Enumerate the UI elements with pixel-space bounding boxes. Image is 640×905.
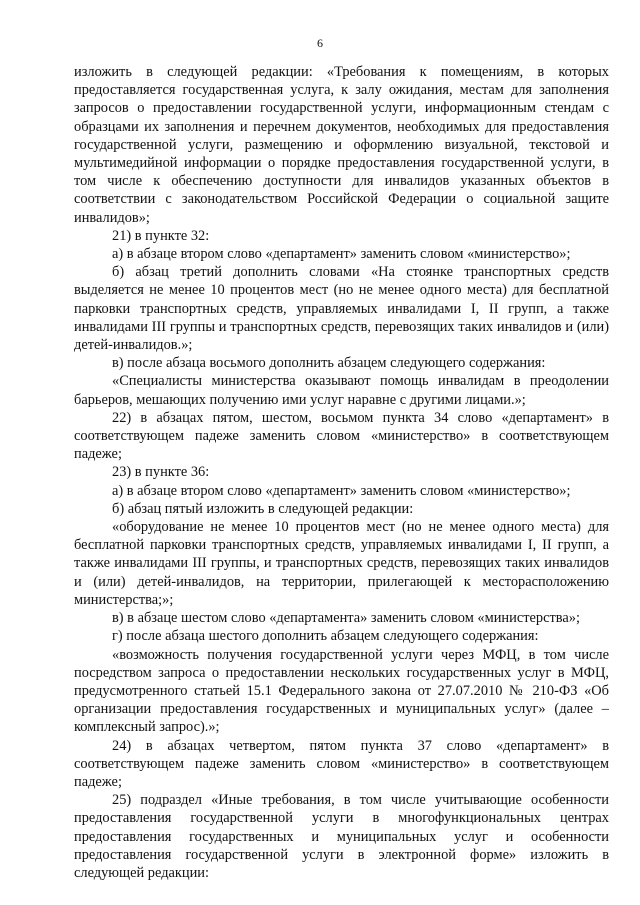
paragraph-item-24: 24) в абзацах четвертом, пятом пункта 37 слово «департамент» в соответствующем падеже заменить словом «министерство» в соответствующем падеже; — [74, 737, 609, 790]
paragraph-item-23b: б) абзац пятый изложить в следующей редакции: — [112, 500, 414, 517]
paragraph-quote-specialists: «Специалисты министерства оказывают помощь инвалидам в преодолении барьеров, мешающих получению ими услуг наравне с другими лицами.»; — [74, 373, 609, 408]
paragraph-item-25: 25) подраздел «Иные требования, в том числе учитывающие особенности предоставления государственной услуги в многофункциональных центрах предоставления государственных и муниципальных услуг и особенности предоставления государственной услуги в электронной форме» изложить в следующей редакции: — [74, 792, 609, 881]
paragraph-item-23a: а) в абзаце втором слово «департамент» заменить словом «министерство»; — [112, 482, 571, 499]
paragraph-item-22: 22) в абзацах пятом, шестом, восьмом пункта 34 слово «департамент» в соответствующем падеже заменить словом «министерство» в соответствующем падеже; — [74, 409, 609, 463]
page-number: 6 — [317, 36, 323, 50]
paragraph-continuation: изложить в следующей редакции: «Требования к помещениям, в которых предоставляется государственная услуга, к залу ожидания, местам для заполнения запросов о предоставлении государственной услуги, информационным стендам с образцами их заполнения и перечнем документов, необходимых для предоставления государственной услуги, размещению и оформлению визуальной, текстовой и мультимедийной информации о порядке предоставления государственной услуги, в том числе к обеспечению доступности для инвалидов указанных объектов в соответствии с законодательством Российской Федерации о социальной защите инвалидов»; — [74, 64, 609, 226]
paragraph-item-21a: а) в абзаце втором слово «департамент» заменить словом «министерство»; — [112, 246, 571, 263]
paragraph-quote-parking: «оборудование не менее 10 процентов мест (но не менее одного места) для бесплатной парковки транспортных средств, управляемых инвалидами I, II групп, а также инвалидами III группы, и транспортных средств, перевозящих таких инвалидов и (или) детей-инвалидов, на территории, прилегающей к месторасположению министерства;»; — [74, 519, 609, 608]
document-body — [74, 63, 609, 882]
paragraph-item-23: 23) в пункте 36: — [112, 464, 210, 481]
paragraph-item-21: 21) в пункте 32: — [112, 227, 210, 244]
paragraph-item-23v: в) в абзаце шестом слово «департамента» заменить словом «министерства»; — [112, 610, 580, 627]
paragraph-quote-mfc: «возможность получения государственной услуги через МФЦ, в том числе посредством запроса о предоставлении нескольких государственных услуг в МФЦ, предусмотренного статьей 15.1 Федерального закона от 27.07.2010 № 210-ФЗ «Об организации предоставления государственных и муниципальных услуг» (далее – комплексный запрос).»; — [74, 646, 609, 736]
paragraph-item-21b: б) абзац третий дополнить словами «На стоянке транспортных средств выделяется не менее 10 процентов мест (но не менее одного места) для бесплатной парковки транспортных средств, управляемых инвалидами I, II групп, а также инвалидами III группы и транспортных средств, перевозящих таких инвалидов и (или) детей-инвалидов.»; — [74, 264, 609, 354]
paragraph-item-21v: в) после абзаца восьмого дополнить абзацем следующего содержания: — [112, 355, 546, 372]
paragraph-item-23g: г) после абзаца шестого дополнить абзацем следующего содержания: — [112, 628, 539, 645]
